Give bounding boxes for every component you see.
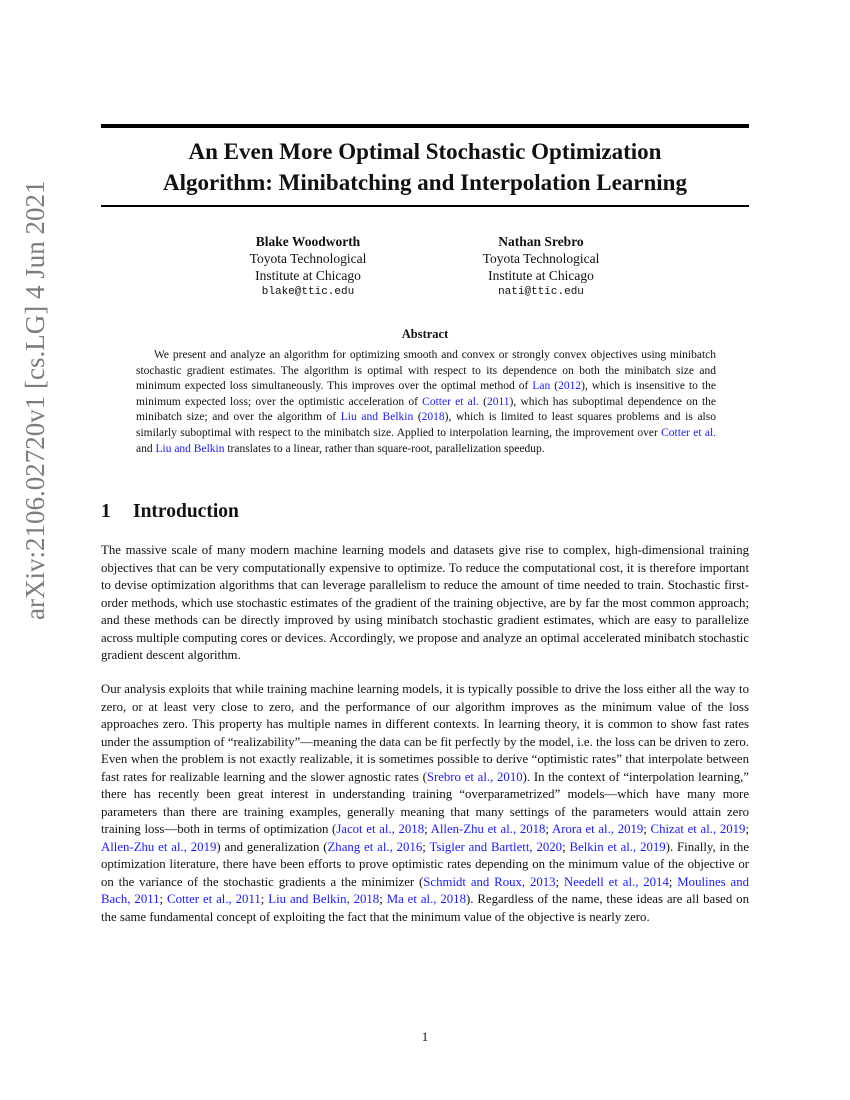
citation-link[interactable]: 2011 bbox=[486, 395, 510, 408]
citation-link[interactable]: Allen-Zhu et al., 2018 bbox=[430, 822, 546, 836]
separator: ; bbox=[643, 822, 651, 836]
citation-link[interactable]: Cotter et al. bbox=[422, 395, 479, 408]
abstract-text: ( bbox=[478, 395, 487, 408]
abstract-text: ), which is limited to least squares problems and is also similarly suboptimal with respect to the minibatch size. Applied to interpolation learning, the improvement over bbox=[136, 411, 716, 439]
title-line-2: Algorithm: Minibatching and Interpolation Learning bbox=[163, 170, 687, 195]
author-name: Nathan Srebro bbox=[498, 234, 584, 249]
title-bottom-rule bbox=[101, 205, 749, 207]
citation-link[interactable]: Liu and Belkin bbox=[155, 442, 225, 455]
intro-paragraph-1 bbox=[101, 542, 749, 665]
abstract-text: ), which is insensitive to the minimum expected loss; over the optimistic acceleration of bbox=[136, 380, 716, 408]
author-block-2 bbox=[461, 233, 621, 301]
citation-link[interactable]: Cotter et al. bbox=[661, 426, 717, 439]
citation-link[interactable]: Zhang et al., 2016 bbox=[327, 839, 423, 854]
separator: ; bbox=[379, 892, 387, 906]
separator: ; bbox=[424, 822, 431, 836]
paragraph-text: The massive scale of many modern machine learning models and datasets give rise to complex, high-dimensional training objectives that can be very computationally expensive to optimize. To reduce the computational cost, it is therefore important to devise optimization algorithms that can leverage parallelism to reduce the amount of time needed to train. Stochastic first-order methods, which use stochastic estimates of the gradient of the training objective, are by far the most common approach; and these methods can be directly improved by using minibatch stochastic gradient estimates, which are easy to parallelize across multiple computing cores or devices. Accordingly, we propose and analyze an optimal accelerated minibatch stochastic gradient descent algorithm. bbox=[101, 543, 749, 662]
arxiv-identifier: arXiv:2106.02720v1 [cs.LG] 4 Jun 2021 bbox=[20, 180, 50, 620]
author-block-1 bbox=[228, 233, 388, 301]
citation-link[interactable]: Jacot et al., 2018 bbox=[336, 822, 425, 836]
separator: ; bbox=[745, 822, 749, 836]
separator: ; bbox=[260, 892, 269, 906]
abstract-body bbox=[136, 348, 716, 457]
section-number: 1 bbox=[101, 501, 111, 522]
citation-link[interactable]: Moulines and Bach, 2011 bbox=[101, 874, 749, 906]
abstract-text: ), which has suboptimal dependence on the minibatch size; and over the algorithm of bbox=[136, 395, 717, 424]
abstract-text: ( bbox=[550, 380, 559, 393]
paragraph-text-run: Our analysis exploits that while training machine learning models, it is typically possible to drive the loss either all the way to zero, or at least very close to zero, and the performance of our algorithm improves as the minimum value of the loss approaches zero. This property has multiple names in different contexts. In learning theory, it is common to show fast rates under the assumption of “realizability”—meaning the data can be fit perfectly by the model, i.e. the loss can be driven to zero. Even when the problem is not exactly realizable, it is sometimes possible to derive “optimistic rates” that interpolate between fast rates for realizable learning and the slower agnostic rates ( bbox=[101, 682, 749, 784]
author-affiliation: Institute at Chicago bbox=[488, 268, 594, 283]
citation-link[interactable]: 2012 bbox=[558, 380, 582, 393]
page-number: 1 bbox=[421, 1029, 429, 1044]
citation-link[interactable]: Chizat et al., 2019 bbox=[650, 822, 746, 836]
section-title: Introduction bbox=[133, 501, 239, 522]
citation-link[interactable]: Liu and Belkin, 2018 bbox=[268, 892, 380, 906]
abstract-text: translates to a linear, rather than square-root, parallelization speedup. bbox=[224, 442, 545, 455]
citation-link[interactable]: Cotter et al., 2011 bbox=[167, 892, 261, 906]
author-email[interactable]: nati@ttic.edu bbox=[498, 286, 584, 298]
abstract-paragraph bbox=[136, 348, 716, 457]
citation-link[interactable]: Belkin et al., 2019 bbox=[569, 839, 666, 854]
citation-link[interactable]: Tsigler and Bartlett, 2020 bbox=[429, 839, 563, 854]
citation-link[interactable]: Srebro et al., 2010 bbox=[426, 769, 523, 784]
author-affiliation: Toyota Technological bbox=[249, 251, 367, 266]
citation-link[interactable]: 2018 bbox=[421, 411, 445, 424]
citation-link[interactable]: Ma et al., 2018 bbox=[386, 892, 466, 906]
title-line-1: An Even More Optimal Stochastic Optimization bbox=[188, 139, 662, 164]
separator: ; bbox=[562, 839, 570, 854]
author-affiliation: Institute at Chicago bbox=[255, 268, 361, 283]
separator: ; bbox=[555, 874, 564, 889]
abstract-heading: Abstract bbox=[401, 327, 449, 341]
paragraph-text bbox=[101, 681, 749, 926]
citation-link[interactable]: Needell et al., 2014 bbox=[564, 874, 669, 889]
paragraph-text-run: ). Regardless of the name, these ideas are all based on the same fundamental concept of exploiting the fact that the minimum value of the objective is nearly zero. bbox=[101, 892, 749, 924]
author-name: Blake Woodworth bbox=[255, 234, 361, 249]
paragraph-text-run: ) and generalization ( bbox=[216, 839, 328, 854]
citation-link[interactable]: Schmidt and Roux, 2013 bbox=[423, 874, 556, 889]
intro-paragraph-2 bbox=[101, 681, 749, 926]
citation-link[interactable]: Liu and Belkin bbox=[340, 411, 414, 424]
separator: ; bbox=[422, 839, 430, 854]
author-affiliation: Toyota Technological bbox=[482, 251, 600, 266]
paragraph-text-run: ). In the context of “interpolation learning,” there has recently been great interest in understanding training “overparametrized” models—which have many more parameters than there are training examples, generally meaning that many settings of the parameters would attain zero training loss—both in terms of optimization ( bbox=[101, 769, 749, 836]
section-heading bbox=[101, 501, 239, 523]
citation-link[interactable]: Lan bbox=[532, 380, 551, 393]
abstract-text: We present and analyze an algorithm for optimizing smooth and convex or strongly convex objectives using minibatch stochastic gradient estimates. The algorithm is optimal with respect to its dependence on both the minibatch size and minimum expected loss simultaneously. This improves over the optimal method of bbox=[136, 349, 716, 393]
separator: ; bbox=[668, 874, 678, 889]
separator: ; bbox=[545, 822, 552, 836]
abstract-text: ( bbox=[413, 411, 422, 424]
author-email[interactable]: blake@ttic.edu bbox=[261, 286, 355, 298]
abstract-text: and bbox=[136, 442, 156, 455]
title-top-rule bbox=[101, 124, 749, 128]
paragraph-text-run: ). Finally, in the optimization literature, there have been efforts to prove optimistic rates depending on the minimum value of the objective or on the variance of the stochastic gradients a the minimizer ( bbox=[101, 839, 750, 889]
paper-title bbox=[101, 136, 749, 198]
separator: ; bbox=[159, 892, 168, 906]
citation-link[interactable]: Allen-Zhu et al., 2019 bbox=[101, 839, 217, 854]
citation-link[interactable]: Arora et al., 2019 bbox=[551, 822, 644, 836]
